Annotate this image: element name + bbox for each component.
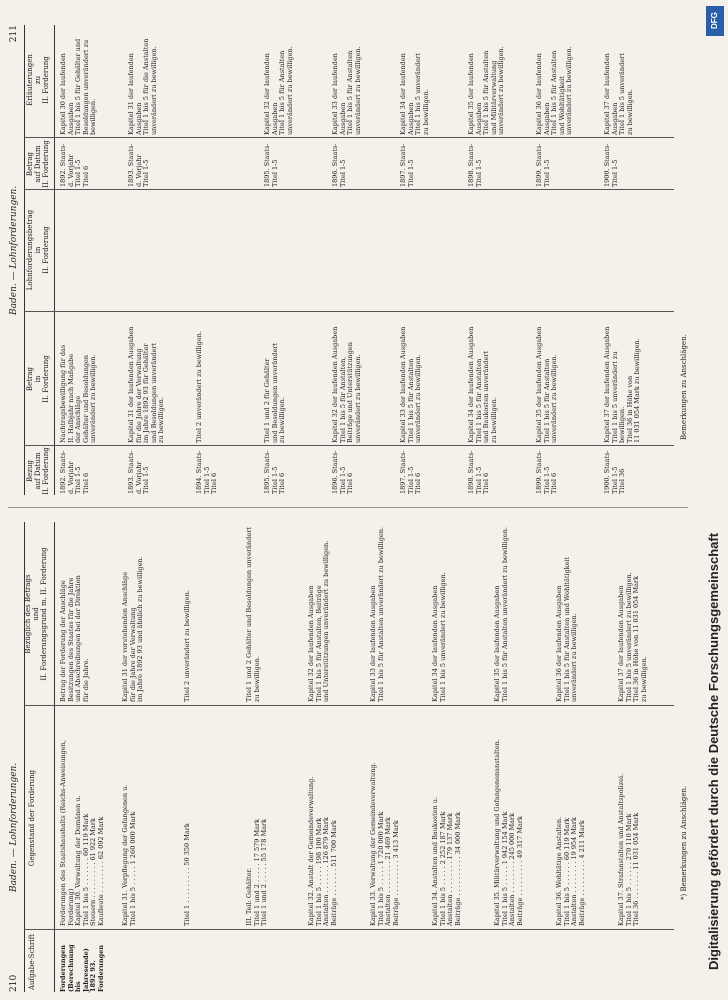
left-row-notes: Kapitel 32 der laufenden Ausgaben Titel 1 bis 5 für Anstalten, Beiträge und Unterstützungen unverändert zu bewilligen. <box>307 540 330 702</box>
right-row-c4: 1895. Staats- Titel 1-5 <box>263 143 279 187</box>
left-page-number: 210 <box>9 974 19 992</box>
right-row-c2: Titel 2 unverändert zu bewilligen. <box>195 331 203 443</box>
left-row-content: Kapitel 37. Strafanstalten und Anstaltspolizei. Titel 1 bis 5 . . . . . . 270 110 Mark Titel 36 . . . . . . . 11 031 054 Mark <box>617 773 640 926</box>
right-divider-1 <box>24 445 674 446</box>
header-rule-right <box>24 25 25 495</box>
right-row-c4: 1899. Staats- Titel 1-5 <box>535 143 551 187</box>
right-row-c2: Titel 1 und 2 für Gehälter und Besoldungen unverändert zu bewilligen. <box>263 342 286 443</box>
right-row-c1: 1895. Staats- Titel 1-5 Titel 6 <box>263 450 286 494</box>
right-row-c5: Kapitel 32 der laufenden Ausgaben Titel 1 bis 5 für Anstalten unverändert zu bewilligen. <box>263 46 294 135</box>
left-row-notes: Kapitel 37 der laufenden Ausgaben Titel 1 bis 5 unverändert zu bewilligen. Titel 36 in Höhe von 11 031 054 Mark zu bewilligen. <box>617 572 648 702</box>
right-row-c1: 1900. Staats- Titel 1-5 Titel 36 <box>603 450 626 494</box>
right-row-c1: 1896. Staats- Titel 1-5 Titel 6 <box>331 450 354 494</box>
right-divider-3 <box>24 189 674 190</box>
right-divider-4 <box>24 137 674 138</box>
left-row-notes: Titel 2 unverändert zu bewilligen. <box>183 590 191 702</box>
right-row-c2: Kapitel 37 der laufenden Ausgaben Titel 1 bis 5 unverändert zu bewilligen. Titel 36 in Höhe von 11 031 054 Mark zu bewilligen. <box>603 326 641 443</box>
left-row-content: Kapitel 36. Wohltätige Anstalten. Titel 1 bis 5 . . . . . . 60 119 Mark Anstalten . . . . . . . . 19 954 Mark Beiträge . . . . . . . . . 4 211 Mark <box>555 816 586 926</box>
left-row-label: Forderungen (Berechnung bis Jahresende) 1892 93. Forderungen <box>59 944 105 992</box>
left-divider-2 <box>24 705 674 706</box>
right-row-c4: 1897. Staats- Titel 1-5 <box>399 143 415 187</box>
left-row-content: Kapitel 33. Verwaltung der Gemeindeverwaltung. Titel 1 bis 5 . . . . . 1 720 000 Mark Anstalten . . . . . . . . 21 469 Mark Beiträge . . . . . . . . . 3 413 Mark <box>369 762 400 926</box>
right-row-c4: 1892. Staats- d. Vorjahr Titel 1-5 Titel 6 <box>59 143 90 187</box>
left-divider-1 <box>24 929 674 930</box>
left-row-notes: Titel 1 und 2 Gehälter und Besoldungen unverändert zu bewilligen. <box>245 527 261 702</box>
right-row-c5: Kapitel 36 der laufenden Ausgaben Titel 1 bis 5 für Anstalten und Wohltätigkeit unverändert zu bewilligen. <box>535 46 573 135</box>
left-row-content: Forderungen des Staatshaushalts (Reichs-Anweisungen, Forderung) Kapitel 30. Verwaltung der Domänen u. Titel 1 bis 5 . . . . . . . 60 119 Mark Steuern . . . . . . . . . 61 922 Mark Kaufleute . . . . . . . . 62 092 Mark <box>59 740 105 926</box>
right-row-c5: Kapitel 34 der laufenden Ausgaben Titel 1 bis 5 unverändert zu bewilligen. <box>399 53 430 135</box>
right-row-c2: Nachtragsbewilligung für das II. Halbjahr nach Maßgabe der Anschläge Gehälter und Besoldungen unverändert zu bewilligen. <box>59 344 97 443</box>
left-row-content: Kapitel 31. Verpflegung der Gefangenen u. Titel 1 bis 5 . . . . . 1 260 000 Mark <box>121 784 137 926</box>
left-col3-header: Bezüglich des Betrags und II. Forderungsgrund m. II. Forderung <box>24 547 48 681</box>
right-row-c5: Kapitel 30 der laufenden Ausgaben Titel 1 bis 5 für Gehälter und Besoldungen unverändert zu bewilligen. <box>59 38 97 135</box>
digitization-note: Digitalisierung gefördert durch die Deutsche Forschungsgemeinschaft <box>706 532 721 970</box>
page-gutter <box>8 507 688 508</box>
footnote-left: *) Bemerkungen zu Anschlägen. <box>680 785 688 900</box>
right-row-c1: 1898. Staats- Titel 1-5 Titel 6 <box>467 450 490 494</box>
left-row-notes: Kapitel 34 der laufenden Ausgaben Titel 1 bis 5 unverändert zu bewilligen. <box>431 572 447 702</box>
right-row-c5: Kapitel 31 der laufenden Ausgaben Titel 1 bis 5 für die Anstalten unverändert zu bewilligen. <box>127 38 158 135</box>
left-row-content: Kapitel 32. Anstalt der Gemeindeverwaltung. Titel 1 bis 5 . . . . . 198 100 Mark Anstalten . . . . . . . 126 879 Mark Beiträge . . . . . . . 511 700 Mark <box>307 776 338 926</box>
right-col3-header: Lohnforderungsbetrag in II. Forderung <box>26 209 50 291</box>
right-col1-header: Bezug auf Datum II. Forderung <box>26 447 50 495</box>
right-row-c4: 1898. Staats- Titel 1-5 <box>467 143 483 187</box>
left-row-notes: Kapitel 33 der laufenden Ausgaben Titel 1 bis 5 für Anstalten unverändert zu bewilligen. <box>369 527 385 702</box>
right-row-c2: Kapitel 31 der laufenden Ausgaben für die Jahre der Verwaltung im Jahre 1892 93 für Gehälter und Besoldungen unverändert zu bewilligen. <box>127 326 165 443</box>
digitization-sidebar <box>700 0 728 1000</box>
right-row-c1: 1897. Staats- Titel 1-5 Titel 6 <box>399 450 422 494</box>
left-row-notes: Kapitel 31 der vorstehenden Anschläge für die Jahre der Verwaltung im Jahre 1892 93 und ähnlich zu bewilligen. <box>121 556 144 702</box>
colhead-rule-right <box>54 25 55 495</box>
right-col2-header: Betrag in II. Forderung <box>26 355 50 403</box>
right-row-c1: 1894. Staats- Titel 1-5 Titel 6 <box>195 450 218 494</box>
right-row-c1: 1893. Staats- d. Vorjahr Titel 1-5 <box>127 450 150 494</box>
right-row-c4: 1896. Staats- Titel 1-5 <box>331 143 347 187</box>
left-row-content: III. Teil: Gehälter. Titel 1 und 2 . . . . . 17 579 Mark Titel 1 und 2 . . . . . 55 178 Mark <box>245 818 268 926</box>
right-page-number: 211 <box>9 25 19 43</box>
right-row-c2: Kapitel 35 der laufenden Ausgaben Titel 1 bis 5 für Anstalten unverändert zu bewilligen. <box>535 326 558 443</box>
right-row-c5: Kapitel 33 der laufenden Ausgaben Titel 1 bis 5 für Anstalten unverändert zu bewilligen. <box>331 46 362 135</box>
colhead-rule-left <box>54 522 55 992</box>
left-col2-header: Gegenstand der Forderung <box>28 769 36 867</box>
left-row-notes: Kapitel 35 der laufenden Ausgaben Titel 1 bis 5 für Anstalten unverändert zu bewilligen. <box>493 527 509 702</box>
left-page-title: Baden. — Lohnforderungen. <box>9 762 19 892</box>
right-row-c2: Kapitel 33 der laufenden Ausgaben Titel 1 bis 5 für Anstalten unverändert zu bewilligen. <box>399 326 422 443</box>
left-row-notes: Kapitel 36 der laufenden Ausgaben Titel 1 bis 5 für Anstalten und Wohltätigkeit unverändert zu bewilligen. <box>555 556 578 702</box>
right-row-c4: 1893. Staats- d. Vorjahr Titel 1-5 <box>127 143 150 187</box>
right-divider-2 <box>24 311 674 312</box>
right-row-c1: 1892. Staats- d. Vorjahr Titel 1-5 Titel 6 <box>59 450 90 494</box>
left-row-content: Titel 1 . . . . . . . . . 50 350 Mark <box>183 823 191 926</box>
left-col1-header: Aufgabe-Schrift <box>28 934 36 991</box>
right-col4-header: Betrag auf Datum II. Forderung <box>26 140 50 188</box>
right-page-title: Baden. — Lohnforderungen. <box>9 185 19 315</box>
right-row-c5: Kapitel 35 der laufenden Ausgaben Titel 1 bis 5 für Anstalten und Militärverwaltung unverändert zu bewilligen. <box>467 46 505 135</box>
left-row-content: Kapitel 34. Anstalten und Baukosten u. Titel 1 bis 5 . . . . . 2 252 187 Mark Anstalten . . . . . . . . 179 137 Mark Beiträge . . . . . . . . . . 34 000 Mark <box>431 796 462 926</box>
right-row-c1: 1899. Staats- Titel 1-5 Titel 6 <box>535 450 558 494</box>
footnote-right: Bemerkungen zu Anschlägen. <box>680 334 688 440</box>
right-col5-header: Erläuterungen zu II. Forderung <box>26 54 50 106</box>
dfg-logo: DFG <box>706 6 724 36</box>
left-row-content: Kapitel 35. Militärverwaltung und Gefangenenanstalten. Titel 1 bis 5 . . . . . 1 942 154 Mark Anstalten . . . . . . . . 245 000 Mark Beiträge . . . . . . . . . 49 317 Mark <box>493 739 524 926</box>
right-row-c4: 1900. Staats- Titel 1-5 <box>603 143 619 187</box>
right-row-c2: Kapitel 32 der laufenden Ausgaben Titel 1 bis 5 für Anstalten, Beiträge und Unterstützungen unverändert zu bewilligen. <box>331 326 362 443</box>
right-row-c2: Kapitel 34 der laufenden Ausgaben Titel 1 bis 5 für Anstalten und Baukosten unverändert zu bewilligen. <box>467 326 498 443</box>
left-row-notes: Betrag der Forderung der Anschläge Besitzungen des Staates für die Jahre und Abschreibungen bei der Direktion für die Jahre. <box>59 575 90 702</box>
right-row-c5: Kapitel 37 der laufenden Ausgaben Titel 1 bis 5 unverändert zu bewilligen. <box>603 53 634 135</box>
